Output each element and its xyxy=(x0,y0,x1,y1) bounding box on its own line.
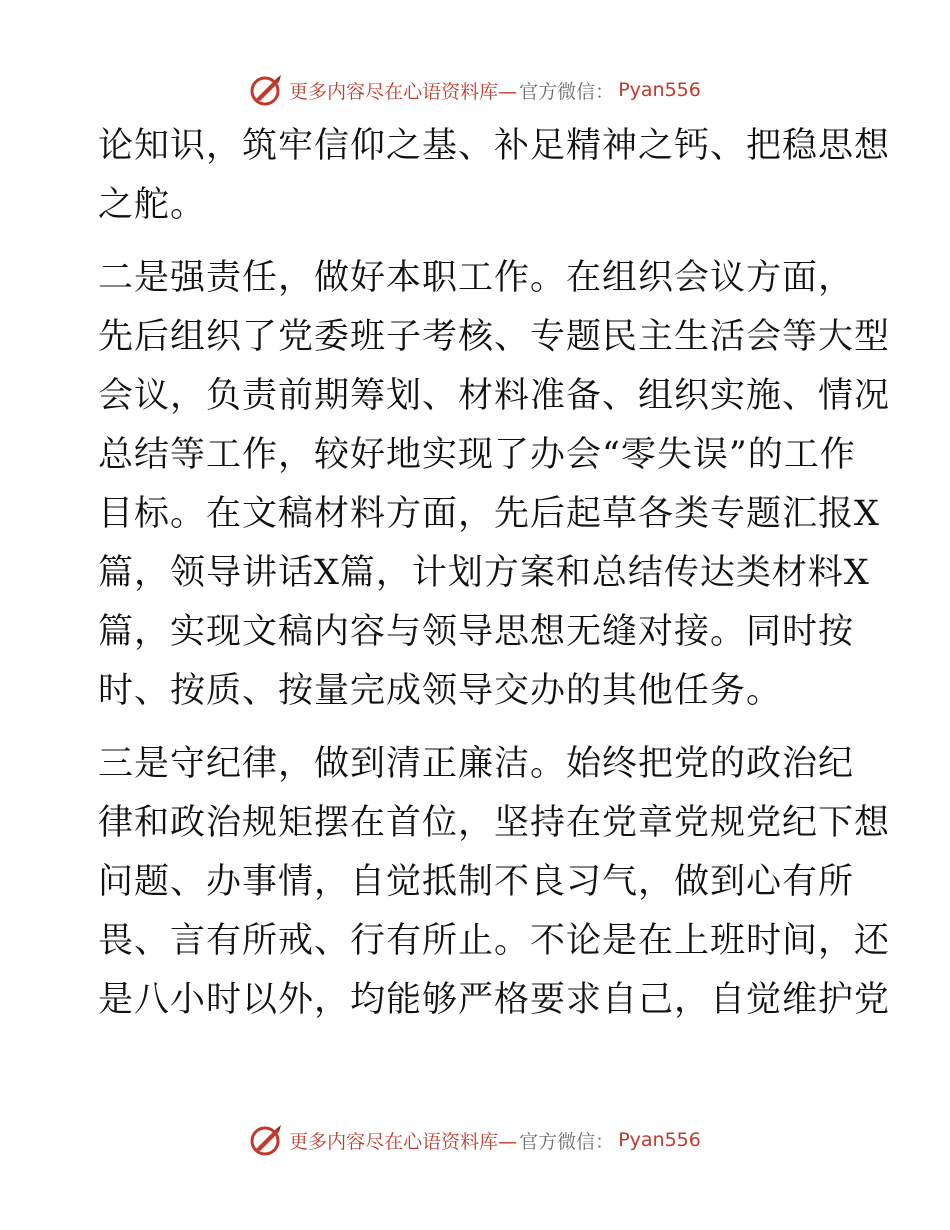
text-line: 论知识，筑牢信仰之基、补足精神之钙、把稳思想 xyxy=(98,126,891,166)
header-watermark xyxy=(0,70,950,110)
watermark-text: 更多内容尽在心语资料库— xyxy=(289,80,518,103)
document-body xyxy=(98,117,891,1030)
text-line: 是八小时以外，均能够严格要求自己，自觉维护党 xyxy=(98,980,891,1020)
text-line: 畏、言有所戒、行有所止。不论是在上班时间，还 xyxy=(98,921,891,961)
text-line: 篇，领导讲话X篇，计划方案和总结传达类材料X xyxy=(98,553,870,593)
wechat-id: Pyan556 xyxy=(618,79,701,101)
watermark-text: 更多内容尽在心语资料库— xyxy=(289,1130,518,1153)
text-line: 时、按质、按量完成领导交办的其他任务。 xyxy=(98,671,783,711)
text-line: 二是强责任，做好本职工作。在组织会议方面， xyxy=(98,258,855,298)
footer-watermark xyxy=(0,1120,950,1160)
quill-logo-icon xyxy=(249,73,283,107)
text-line: 之舵。 xyxy=(98,185,207,225)
wechat-id: Pyan556 xyxy=(618,1129,701,1151)
text-line: 会议，负责前期筹划、材料准备、组织实施、情况 xyxy=(98,376,891,416)
quill-logo-icon xyxy=(249,1123,283,1157)
text-line: 篇，实现文稿内容与领导思想无缝对接。同时按 xyxy=(98,612,855,652)
text-line: 先后组织了党委班子考核、专题民主生活会等大型 xyxy=(98,317,891,357)
text-line: 问题、办事情，自觉抵制不良习气，做到心有所 xyxy=(98,862,855,902)
text-line: 总结等工作，较好地实现了办会“零失误”的工作 xyxy=(98,435,856,475)
wechat-label: 官方微信： xyxy=(519,80,615,103)
text-line: 目标。在文稿材料方面，先后起草各类专题汇报X xyxy=(98,494,880,534)
text-line: 三是守纪律，做到清正廉洁。始终把党的政治纪 xyxy=(98,744,855,784)
wechat-label: 官方微信： xyxy=(519,1130,615,1153)
text-line: 律和政治规矩摆在首位，坚持在党章党规党纪下想 xyxy=(98,803,891,843)
